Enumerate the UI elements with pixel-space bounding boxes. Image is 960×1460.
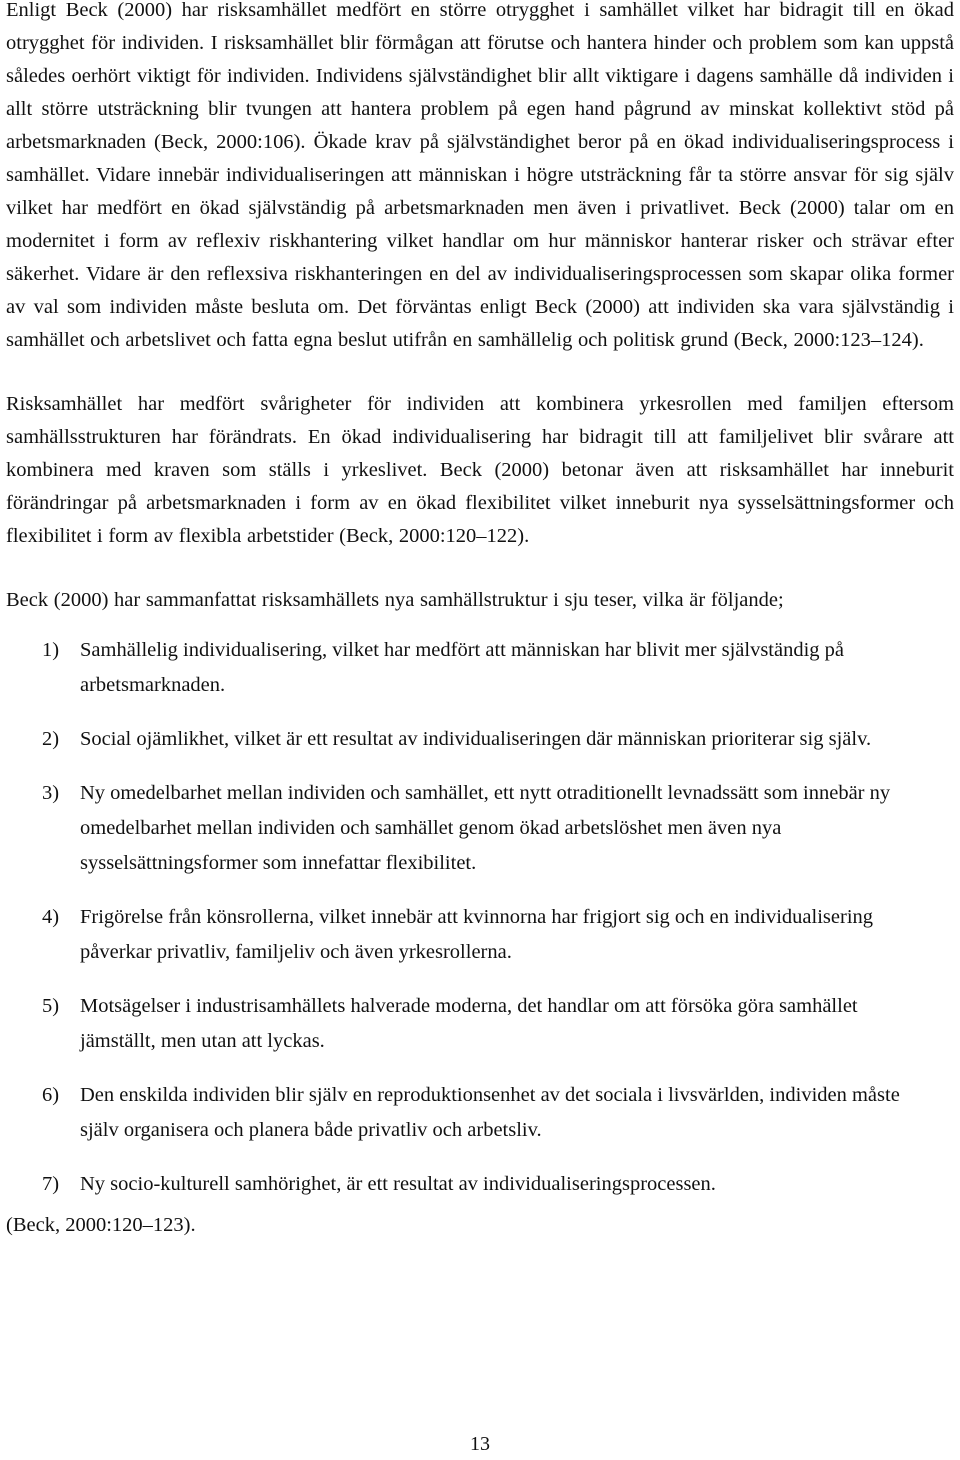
paragraph-work-family-combination: Risksamhället har medfört svårigheter för individen att kombinera yrkesrollen med familjen eftersom samhällsstrukturen har förändrats. En ökad individualisering har bidragit till att familjelivet blir svårare att kombinera med kraven som ställs i yrkeslivet. Beck (2000) betonar även att risksamhället har inneburit förändringar på arbetsmarknaden i form av en ökad flexibilitet vilket inneburit nya sysselsättningsformer och flexibilitet i form av flexibla arbetstider (Beck, 2000:120–122). xyxy=(6,393,954,547)
list-item-text: Samhällelig individualisering, vilket har medfört att människan har blivit mer självständig på arbetsmarknaden. xyxy=(80,639,845,696)
list-item xyxy=(6,900,954,970)
citation-reference: (Beck, 2000:120–123). xyxy=(6,1214,196,1236)
list-item-number: 4) xyxy=(42,906,60,928)
list-item-number: 7) xyxy=(42,1173,60,1195)
paragraph-theses-intro: Beck (2000) har sammanfattat risksamhällets nya samhällstruktur i sju teser, vilka är följande; xyxy=(6,589,784,611)
list-item xyxy=(6,1167,954,1202)
list-item-number: 2) xyxy=(42,728,60,750)
list-item-number: 6) xyxy=(42,1084,60,1106)
list-item-text: Frigörelse från könsrollerna, vilket innebär att kvinnorna har frigjort sig och en individualisering påverkar privatliv, familjeliv och även yrkesrollerna. xyxy=(80,906,874,963)
list-item-number: 3) xyxy=(42,782,60,804)
list-item-text: Motsägelser i industrisamhällets halverade moderna, det handlar om att försöka göra samhället jämställt, men utan att lyckas. xyxy=(80,995,858,1052)
paragraph-risk-society-insecurity: Enligt Beck (2000) har risksamhället medfört en större otrygghet i samhället vilket har bidragit till en ökad otrygghet för individen. I risksamhället blir förmågan att förutse och hantera hinder och problem som kan uppstå således oerhört viktigt för individen. Individens självständighet blir allt viktigare i dagens samhälle då individen i allt större utsträckning blir tvungen att hantera problem på egen hand pågrund av minskat kollektivt stöd på arbetsmarknaden (Beck, 2000:106). Ökade krav på självständighet beror på en ökad individualiseringsprocess i samhället. Vidare innebär individualiseringen att människan i högre utsträckning får ta större ansvar för sig själv vilket har medfört en ökad självständig på arbetsmarknaden men även i privatlivet. Beck (2000) talar om en modernitet i form av reflexiv riskhantering vilket handlar om hur människor hanterar risker och strävar efter säkerhet. Vidare är den reflexsiva riskhanteringen en del av individualiseringsprocessen som skapar olika former av val som individen måste besluta om. Det förväntas enligt Beck (2000) att individen ska vara självständig i samhället och arbetslivet och fatta egna beslut utifrån en samhällelig och politisk grund (Beck, 2000:123–124). xyxy=(6,0,954,351)
list-item xyxy=(6,722,954,757)
list-item xyxy=(6,776,954,881)
list-item-text: Ny omedelbarhet mellan individen och samhället, ett nytt otraditionellt levnadssätt som innebär ny omedelbarhet mellan individen och samhället genom ökad arbetslöshet men även nya sysselsättningsformer som innefattar flexibilitet. xyxy=(80,782,891,874)
list-item xyxy=(6,989,954,1059)
list-item-number: 1) xyxy=(42,639,60,661)
list-item-text: Social ojämlikhet, vilket är ett resultat av individualiseringen där människan prioriterar sig själv. xyxy=(80,728,872,750)
list-item xyxy=(6,1078,954,1148)
list-item-number: 5) xyxy=(42,995,60,1017)
list-item xyxy=(6,633,954,703)
page-number: 13 xyxy=(470,1433,490,1455)
list-item-text: Ny socio-kulturell samhörighet, är ett resultat av individualiseringsprocessen. xyxy=(80,1173,716,1195)
list-item-text: Den enskilda individen blir själv en reproduktionsenhet av det sociala i livsvärlden, individen måste själv organisera och planera både privatliv och arbetsliv. xyxy=(80,1084,900,1141)
theses-list xyxy=(6,633,954,1202)
